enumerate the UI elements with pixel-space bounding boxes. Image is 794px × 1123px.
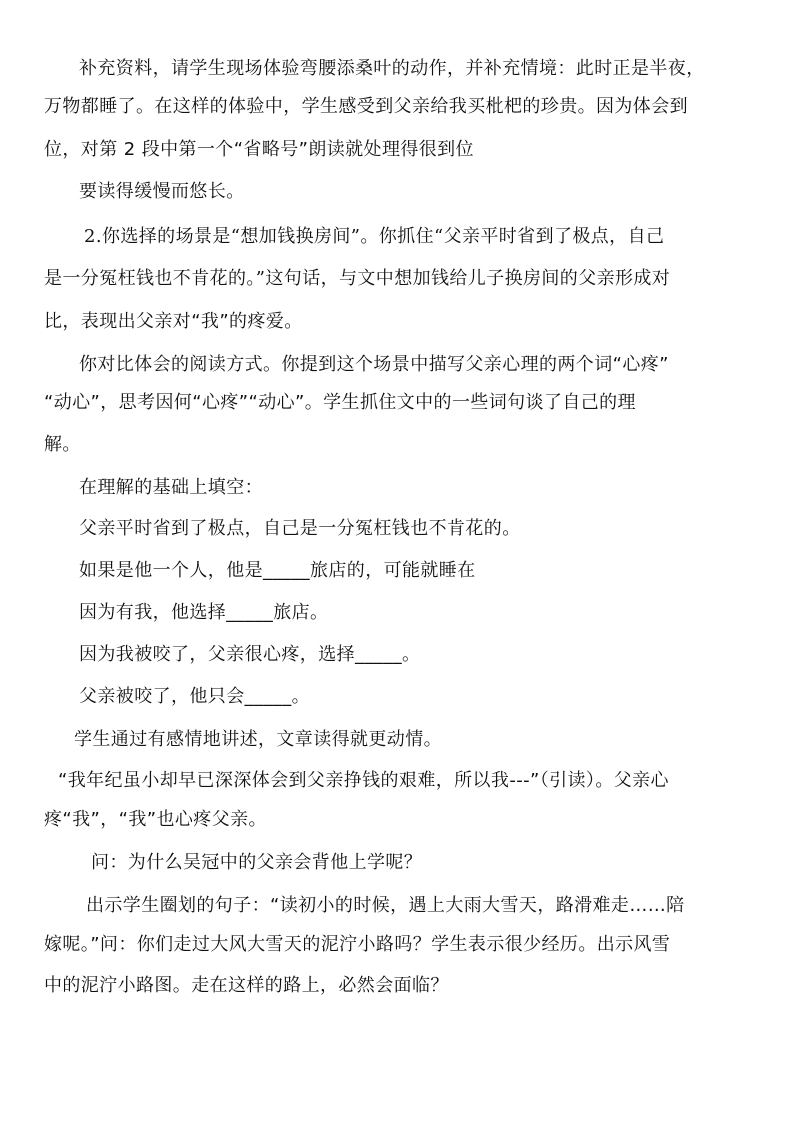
paragraph-line-14: 因为有我，他选择_____旅店。 (79, 602, 329, 623)
paragraph-line-16: 父亲被咬了，他只会_____。 (79, 686, 310, 707)
paragraph-line-1: 补充资料，请学生现场体验弯腰添桑叶的动作，并补充情境：此时正是半夜， (79, 58, 705, 79)
paragraph-line-4: 要读得缓慢而悠长。 (79, 181, 245, 202)
paragraph-line-9: “动心”，思考因何“心疼”“动心”。学生抓住文中的一些词句谈了自己的理 (44, 392, 636, 413)
paragraph-line-2: 万物都睡了。在这样的体验中，学生感受到父亲给我买枇杷的珍贵。因为体会到 (44, 96, 688, 117)
paragraph-line-18: “我年纪虽小却早已深深体会到父亲挣钱的艰难，所以我---”（引读）。父亲心 (58, 770, 669, 791)
paragraph-line-5: 2.你选择的场景是“想加钱换房间”。你抓住“父亲平时省到了极点，自己 (84, 226, 665, 247)
paragraph-line-8: 你对比体会的阅读方式。你提到这个场景中描写父亲心理的两个词“心疼” (79, 354, 669, 375)
paragraph-line-20: 问：为什么吴冠中的父亲会背他上学呢？ (91, 852, 423, 873)
paragraph-line-13: 如果是他一个人，他是_____旅店的，可能就睡在 (79, 560, 476, 581)
paragraph-line-17: 学生通过有感情地讲述，文章读得就更动情。 (74, 729, 442, 750)
paragraph-line-12: 父亲平时省到了极点，自己是一分冤枉钱也不肯花的。 (79, 518, 521, 539)
paragraph-line-19: 疼“我”，“我”也心疼父亲。 (44, 809, 267, 830)
paragraph-line-15: 因为我被咬了，父亲很心疼，选择_____。 (79, 644, 421, 665)
paragraph-line-22: 嫁呢。”问：你们走过大风大雪天的泥泞小路吗？学生表示很少经历。出示风雪 (44, 934, 671, 955)
paragraph-line-7: 比，表现出父亲对“我”的疼爱。 (44, 311, 303, 332)
paragraph-line-10: 解。 (44, 434, 81, 455)
paragraph-line-21: 出示学生圈划的句子：“读初小的时候，遇上大雨大雪天，路滑难走……陪 (86, 895, 685, 916)
paragraph-line-23: 中的泥泞小路图。走在这样的路上，必然会面临？ (44, 975, 449, 996)
paragraph-line-6: 是一分冤枉钱也不肯花的。”这句话，与文中想加钱给儿子换房间的父亲形成对 (44, 268, 671, 289)
paragraph-line-3: 位，对第 2 段中第一个“省略号”朗读就处理得很到位 (44, 139, 474, 160)
paragraph-line-11: 在理解的基础上填空： (79, 477, 263, 498)
